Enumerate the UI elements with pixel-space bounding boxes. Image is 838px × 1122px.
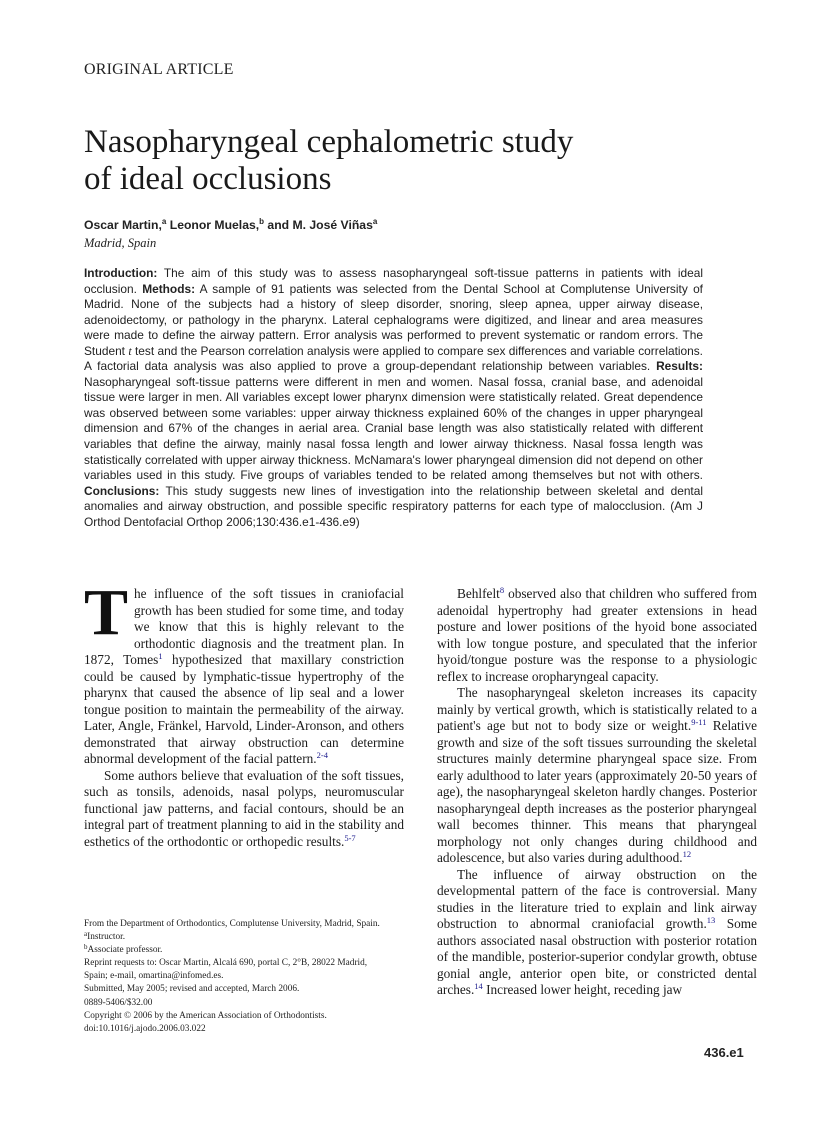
body-paragraph (437, 586, 757, 685)
author-affiliation-mark: b (259, 217, 265, 226)
abstract-methods-label: Methods: (142, 281, 196, 296)
abstract-results-text: Nasopharyngeal soft-tissue patterns were different in men and women. Nasal fossa, cranial base, and adenoidal tissue were larger in men. All variables except lower pharynx dimension were statistically related. Great dependence was observed between some variables: upper airway thickness explained 60% of the changes in upper pharyngeal dimension and 67% of the changes in aerial area. Cranial base length was also statistically related with different variables that define the airway, mainly nasal fossa length and lower airway thickness. Nasal fossa length was statistically correlated with upper airway thickness. McNamara's lower pharyngeal dimension did not depend on other variables used in this study. Five groups of variables tended to be related among themselves but not with others. (84, 374, 703, 483)
author-affiliation-mark: a (372, 217, 378, 226)
body-paragraph (437, 867, 757, 999)
abstract-methods-text-2: test and the Pearson correlation analysis were applied to compare sex differences and variable correlations. A factorial data analysis was also applied to prove a group-dependant relationship between variables. (84, 343, 703, 374)
reference-link[interactable]: 1 (158, 651, 163, 661)
footnote-a (84, 931, 406, 944)
body-paragraph (84, 576, 404, 768)
paragraph-text: observed also that children who suffered from adenoidal hypertrophy had greater extensions in head posture and lower positions of the hyoid bone associated with low tongue posture, and speculated that the inferior hyoid/tongue posture was the response to a physiologic reflex to increase oropharyngeal capacity. (437, 586, 757, 684)
footnote-b (84, 944, 406, 957)
reference-link[interactable]: 2-4 (316, 750, 328, 760)
reference-link[interactable]: 13 (706, 915, 716, 925)
body-column-right (437, 586, 757, 999)
author-location: Madrid, Spain (84, 236, 157, 250)
paragraph-text: Increased lower height, receding jaw (482, 982, 683, 997)
footnote-reprint-2[interactable]: Spain; e-mail, omartina@infomed.es. (84, 971, 224, 982)
drop-cap: T (84, 576, 129, 649)
abstract-introduction-label: Introduction: (84, 266, 158, 280)
reference-link[interactable]: 12 (682, 849, 692, 859)
footnote-doi[interactable]: doi:10.1016/j.ajodo.2006.03.022 (84, 1023, 206, 1034)
abstract-results-label: Results: (656, 359, 703, 374)
author-name: Oscar Martin, (84, 218, 162, 232)
reference-link[interactable]: 5-7 (344, 832, 356, 843)
abstract-introduction-text: The aim of this study was to assess nasopharyngeal soft-tissue patterns in patients with ideal occlusion. (84, 266, 703, 296)
footnote-department: From the Department of Orthodontics, Complutense University, Madrid, Spain. (84, 919, 380, 929)
body-paragraph (84, 768, 404, 851)
article-title (84, 124, 724, 198)
body-column-left (84, 576, 404, 850)
body-paragraph (437, 685, 757, 867)
title-line-2: of ideal occlusions (84, 161, 332, 197)
paragraph-text: The nasopharyngeal skeleton increases its capacity mainly by vertical growth, which is statistically related to a patient's age but not to body size or weight. (437, 685, 757, 733)
abstract-conclusions-label: Conclusions: (84, 483, 160, 498)
abstract-methods-text: A sample of 91 patients was selected from the Dental School at Complutense University of Madrid. None of the subjects had a history of sleep disorder, snoring, sleep apnea, upper airway disease, adenoidectomy, or pathology in the pharynx. Lateral cephalograms were digitized, and linear and area measures were made to define the airway pattern. Error analysis was performed to prevent systematic or random errors. The Student (84, 281, 703, 358)
reference-link[interactable]: 9-11 (691, 717, 707, 727)
abstract-conclusions-text: This study suggests new lines of investigation into the relationship between skeletal and dental anomalies and airway obstruction, and possible specific respiratory patterns for each type of malocclusion. (Am J Orthod Dentofacial Orthop 2006;130:436.e1-436.e9) (84, 483, 703, 529)
paragraph-text: Some authors believe that evaluation of the soft tissues, such as tonsils, adenoids, nasal polyps, neuromuscular functional jaw patterns, and facial contours, should be an integral part of treatment planning to aid in the stability and esthetics of the orthodontic or orthopedic results. (84, 767, 404, 849)
paragraph-text: The influence of airway obstruction on the developmental pattern of the face is controversial. Many studies in the literature tried to explain and link airway obstruction to abnormal craniofacial growth. (437, 866, 757, 931)
footnotes (84, 918, 406, 1036)
footnote-issn: 0889-5406/$32.00 (84, 997, 153, 1008)
paragraph-text: Some authors associated nasal obstruction with posterior rotation of the mandible, posterior-superior condylar growth, obtuse gonial angle, anterior open bite, or constricted dental arches. (437, 916, 757, 997)
reference-link[interactable]: 14 (474, 981, 483, 991)
title-line-1: Nasopharyngeal cephalometric study (84, 124, 574, 160)
author-name: and M. José Viñas (264, 218, 373, 232)
footnote-mark: b (84, 943, 88, 952)
page-number: 436.e1 (704, 1045, 744, 1060)
footnote-submitted: Submitted, May 2005; revised and accepted, March 2006. (84, 984, 300, 995)
abstract-t-italic: t (128, 343, 132, 358)
footnote-copyright: Copyright © 2006 by the American Association of Orthodontists. (84, 1010, 327, 1021)
footnote-reprint-1: Reprint requests to: Oscar Martin, Alcalá 690, portal C, 2°B, 28022 Madrid, (84, 958, 368, 969)
paragraph-text: hypothesized that maxillary constriction could be caused by lymphatic-tissue hypertrophy of the pharynx that caused the absence of lip seal and a lower tongue position to maintain the permeability of the airway. Later, Angle, Fränkel, Harvold, Linder-Aronson, and others demonstrated that airway obstruction can determine abnormal development of the facial pattern. (84, 652, 404, 766)
footnote-text: Instructor. (87, 932, 126, 943)
section-label: ORIGINAL ARTICLE (84, 61, 234, 78)
author-name: Leonor Muelas, (166, 218, 260, 232)
paragraph-text: he influence of the soft tissues in craniofacial growth has been studied for some time, and today we know that this is highly relevant to the orthodontic diagnosis and the treatment plan. In 1872, Tomes (84, 586, 404, 667)
author-list (84, 218, 377, 232)
paragraph-text: Relative growth and size of the soft tissues surrounding the skeletal structures mainly determine pharyngeal space size. From early adulthood to later years (approximately 20-50 years of age), the nasopharyngeal skeleton hardly changes. Posterior nasopharyngeal depth increases as the posterior pharyngeal wall becomes thinner. This means that pharyngeal morphology not only changes during childhood and adolescence, but also varies during adulthood. (437, 718, 757, 865)
author-affiliation-mark: a (161, 217, 167, 226)
paragraph-text: Behlfelt (457, 586, 500, 601)
footnote-text: Associate professor. (87, 945, 163, 956)
footnote-mark: a (84, 930, 88, 939)
reference-link[interactable]: 8 (499, 585, 505, 595)
abstract (84, 266, 703, 530)
